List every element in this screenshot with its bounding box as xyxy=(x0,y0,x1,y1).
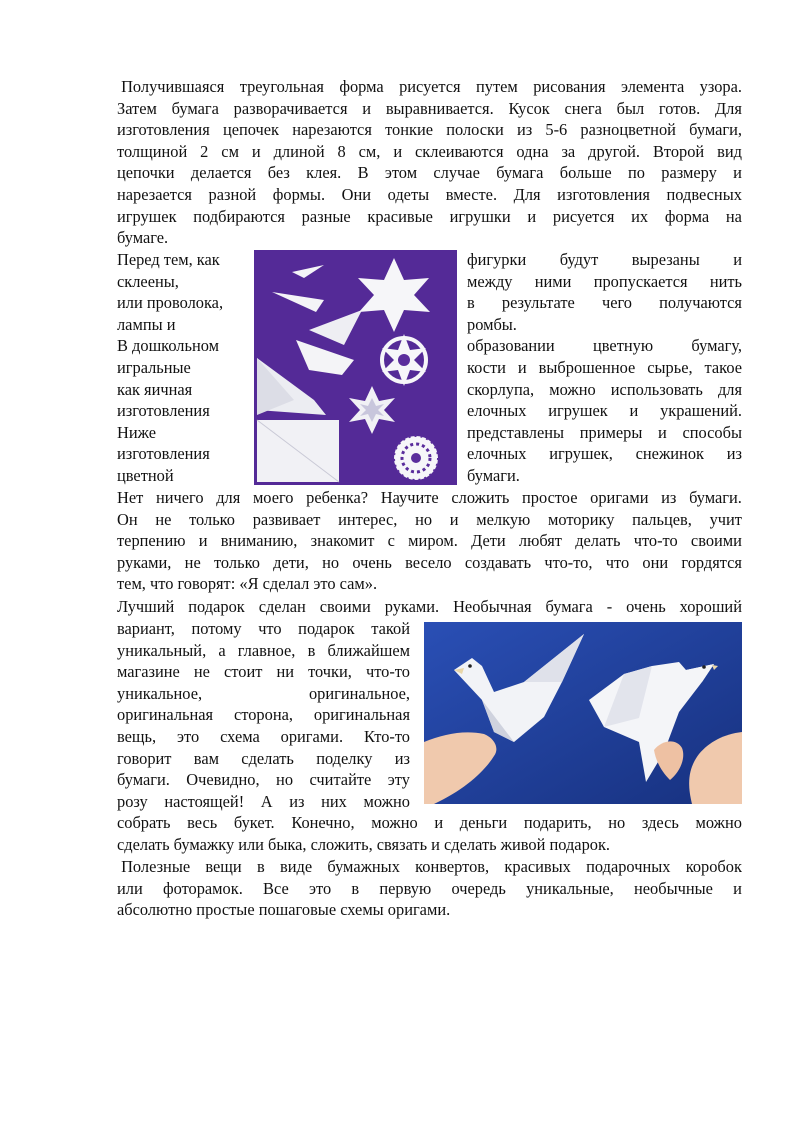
word: полоски xyxy=(446,120,504,140)
word: готов. xyxy=(658,98,701,118)
word: размеру xyxy=(661,163,717,183)
word: для xyxy=(216,488,241,507)
paper-snowflakes-illustration xyxy=(254,250,457,485)
word: схема xyxy=(220,726,260,746)
word: оригами. xyxy=(280,726,344,746)
word: выброшенное xyxy=(538,357,636,377)
word: ближайшем xyxy=(327,640,410,660)
word: цветную xyxy=(593,336,654,356)
word: ничего xyxy=(155,488,204,507)
word: ними xyxy=(534,271,572,291)
word: такой xyxy=(371,619,410,638)
word: потому xyxy=(191,619,242,638)
word: миром. xyxy=(408,531,458,551)
word: рисуется xyxy=(552,206,615,226)
text-line xyxy=(117,596,742,618)
word: подвесных xyxy=(666,184,742,204)
text-line: игральные xyxy=(117,357,191,377)
word: из xyxy=(726,444,742,464)
text-line xyxy=(467,292,742,314)
word: в xyxy=(467,293,475,313)
word: подарок xyxy=(188,597,245,616)
word: магазине xyxy=(117,662,180,682)
text-line xyxy=(467,379,742,401)
text-line xyxy=(467,400,742,422)
word: руками. xyxy=(384,597,440,616)
text-line xyxy=(117,119,742,141)
word: и xyxy=(362,98,372,118)
word: в xyxy=(256,857,265,876)
word: можно xyxy=(549,379,596,399)
word: что-то xyxy=(365,662,410,682)
word: больше xyxy=(559,163,612,183)
word: нарезается xyxy=(117,184,192,204)
word: это xyxy=(177,726,200,746)
word: что-то xyxy=(633,531,678,551)
word: разные xyxy=(301,206,351,226)
word: сделать xyxy=(241,748,294,768)
word: вещь, xyxy=(117,726,157,746)
word: представлены xyxy=(467,422,565,442)
word: своими xyxy=(690,531,742,551)
text-line xyxy=(117,683,410,705)
word: делается xyxy=(190,163,252,183)
word: и xyxy=(733,250,742,269)
word: рисования xyxy=(533,77,606,96)
word: вместе. xyxy=(445,184,498,204)
text-line: лампы и xyxy=(117,314,176,334)
word: но xyxy=(415,509,433,529)
word: А xyxy=(260,791,273,811)
word: получаются xyxy=(659,293,742,313)
word: и xyxy=(251,141,261,161)
origami-doves-photo xyxy=(424,622,742,804)
word: разворачивается xyxy=(233,98,348,118)
text-line xyxy=(117,769,410,791)
word: красивых xyxy=(504,857,571,876)
word: собрать xyxy=(117,813,171,832)
word: и xyxy=(527,206,537,226)
word: и xyxy=(393,141,403,161)
word: вид xyxy=(717,141,742,161)
word: - xyxy=(606,597,613,616)
word: розу xyxy=(117,791,148,811)
word: знакомит xyxy=(310,531,375,551)
word: выравнивается. xyxy=(385,98,494,118)
word: можно xyxy=(363,791,410,811)
text-line: ромбы. xyxy=(467,314,517,334)
word: кости xyxy=(467,357,506,377)
word: коробок xyxy=(685,857,742,876)
word: склеиваются xyxy=(415,141,504,161)
word: уникальное, xyxy=(117,683,203,703)
word: рисуется xyxy=(399,77,461,96)
word: ни xyxy=(276,662,295,682)
word: считайте xyxy=(309,770,372,790)
word: вырезаны xyxy=(631,250,700,269)
word: формы. xyxy=(272,184,326,204)
word: украшений. xyxy=(660,401,742,421)
word: мелкую xyxy=(476,509,531,529)
word: терпению xyxy=(117,531,186,551)
word: можно xyxy=(695,813,742,832)
paragraph-4 xyxy=(117,856,742,921)
paragraph-3-left-column xyxy=(117,618,410,812)
word: примеры xyxy=(579,422,643,442)
word: весело xyxy=(405,552,452,572)
word: это xyxy=(308,878,332,898)
text-line xyxy=(117,141,742,163)
word: Научите xyxy=(380,488,439,507)
word: только xyxy=(189,509,235,529)
text-line xyxy=(117,530,742,552)
word: а xyxy=(218,640,226,660)
word: на xyxy=(725,206,742,226)
word: будут xyxy=(559,250,599,269)
word: елочных xyxy=(467,401,527,421)
word: подарочных xyxy=(586,857,671,876)
paragraph-3-rest xyxy=(117,812,742,855)
word: ребенка? xyxy=(306,488,369,507)
snowflake-icon xyxy=(394,436,438,480)
word: Полезные xyxy=(117,857,191,876)
word: одна xyxy=(516,141,549,161)
word: в xyxy=(351,878,360,898)
word: снега xyxy=(564,98,602,118)
word: подарить, xyxy=(523,813,592,832)
word: их xyxy=(631,206,649,226)
text-line xyxy=(467,422,742,444)
paragraph-3-first-line xyxy=(117,596,742,618)
word: сторона, xyxy=(234,705,293,725)
word: эту xyxy=(387,770,410,790)
word: бумага xyxy=(545,597,593,616)
word: своими xyxy=(319,597,371,616)
word: снежинок xyxy=(635,444,704,464)
word: в xyxy=(307,640,316,660)
word: Конечно, xyxy=(291,813,355,832)
text-line xyxy=(117,640,410,662)
paragraph-1 xyxy=(117,76,742,249)
text-line: изготовления xyxy=(117,444,210,464)
word: точки, xyxy=(308,662,352,682)
word: они xyxy=(642,552,669,572)
word: руками, xyxy=(117,552,172,572)
word: бумажных xyxy=(327,857,400,876)
right-text-column xyxy=(467,249,742,487)
word: но xyxy=(276,770,294,790)
word: развивает xyxy=(252,509,321,529)
word: игрушек xyxy=(548,401,608,421)
word: и xyxy=(629,401,639,421)
text-line xyxy=(467,335,742,357)
word: здесь xyxy=(641,813,679,832)
word: подарок xyxy=(298,619,355,638)
word: уникальный, xyxy=(117,640,207,660)
word: Очевидно, xyxy=(186,770,260,790)
word: игрушки xyxy=(449,206,511,226)
text-line: бумаги. xyxy=(467,465,520,485)
word: нарезаются xyxy=(292,120,372,140)
word: создавать xyxy=(464,552,532,572)
word: дети, xyxy=(273,552,309,572)
text-line xyxy=(117,748,410,770)
text-line xyxy=(117,487,742,509)
word: вариант, xyxy=(117,619,175,638)
word: с xyxy=(387,531,395,551)
word: очень xyxy=(352,552,392,572)
word: и xyxy=(733,878,742,898)
text-line xyxy=(117,791,410,813)
text-line: Перед тем, как xyxy=(117,250,220,269)
text-line xyxy=(117,704,410,726)
word: вниманию, xyxy=(220,531,298,551)
word: такое xyxy=(704,357,742,377)
word: любят xyxy=(518,531,562,551)
word: только xyxy=(213,552,260,572)
text-line: изготовления xyxy=(117,401,210,421)
word: что xyxy=(258,619,282,638)
word: нить xyxy=(709,271,742,291)
word: из xyxy=(289,791,305,811)
word: Кто-то xyxy=(363,726,410,746)
word: главное, xyxy=(237,640,296,660)
text-line xyxy=(117,184,742,206)
word: был xyxy=(616,98,645,118)
text-line xyxy=(117,552,742,574)
word: разноцветной xyxy=(580,120,676,140)
word: подбираются xyxy=(193,206,285,226)
word: разной xyxy=(208,184,257,204)
text-line xyxy=(117,162,742,184)
word: пропускается xyxy=(593,271,688,291)
word: красивые xyxy=(367,206,433,226)
word: очередь xyxy=(451,878,506,898)
text-line xyxy=(467,357,742,379)
word: см xyxy=(221,141,239,161)
word: учит xyxy=(709,509,742,529)
word: конвертов, xyxy=(415,857,490,876)
word: интерес, xyxy=(338,509,398,529)
text-line: склеены, xyxy=(117,271,179,291)
text-line: сделать бумажку или быка, сложить, связать и сделать живой подарок. xyxy=(117,834,611,854)
text-line: цветной xyxy=(117,465,174,485)
word: и xyxy=(733,163,742,183)
word: для xyxy=(717,379,742,399)
word: бумагу, xyxy=(691,336,742,356)
word: 8 xyxy=(337,141,346,161)
word: не xyxy=(184,552,201,572)
word: елочных xyxy=(467,444,527,464)
word: одеты xyxy=(387,184,430,204)
word: очень xyxy=(626,597,666,616)
word: настоящей! xyxy=(164,791,245,811)
word: 2 xyxy=(200,141,209,161)
text-line xyxy=(117,98,742,120)
text-line xyxy=(117,856,742,878)
text-line xyxy=(117,878,742,900)
word: делать xyxy=(575,531,621,551)
word: за xyxy=(561,141,576,161)
word: не xyxy=(155,509,172,529)
word: оригинальная xyxy=(313,705,410,725)
word: путем xyxy=(475,77,518,96)
word: изготовления xyxy=(557,184,650,204)
word: не xyxy=(193,662,210,682)
word: использовать xyxy=(610,379,703,399)
word: без xyxy=(267,163,290,183)
word: образовании xyxy=(467,336,555,356)
word: толщиной xyxy=(117,141,188,161)
word: моторику xyxy=(548,509,615,529)
word: треугольная xyxy=(239,77,324,96)
word: Лучший xyxy=(117,597,175,616)
word: оригами xyxy=(590,488,649,507)
word: из xyxy=(516,120,533,140)
word: оригинальная xyxy=(117,705,214,725)
word: 5-6 xyxy=(545,120,568,140)
left-text-column xyxy=(117,249,245,487)
word: и xyxy=(517,357,527,377)
word: Для xyxy=(513,184,541,204)
word: узора. xyxy=(699,77,742,96)
word: бумага xyxy=(496,163,544,183)
word: и xyxy=(434,813,444,832)
word: изготовления xyxy=(117,120,210,140)
word: клея. xyxy=(306,163,342,183)
word: другой. xyxy=(588,141,641,161)
word: или xyxy=(117,878,143,898)
text-line: как яичная xyxy=(117,379,193,399)
word: деньги xyxy=(459,813,508,832)
word: Они xyxy=(341,184,372,204)
word: сделан xyxy=(258,597,306,616)
word: букет. xyxy=(233,813,275,832)
text-line xyxy=(117,661,410,683)
word: из xyxy=(661,488,677,507)
text-line xyxy=(117,812,742,834)
word: фоторамок. xyxy=(162,878,243,898)
word: см, xyxy=(358,141,381,161)
word: длиной xyxy=(273,141,325,161)
text-line xyxy=(117,726,410,748)
word: пальцев, xyxy=(632,509,692,529)
word: форма xyxy=(339,77,384,96)
word: говорит xyxy=(117,748,172,768)
origami-doves-illustration xyxy=(424,622,742,804)
word: Затем xyxy=(117,98,157,118)
word: между xyxy=(467,271,513,291)
word: моего xyxy=(252,488,294,507)
text-line xyxy=(117,509,742,531)
text-line xyxy=(467,271,742,293)
word: Дети xyxy=(471,531,506,551)
word: но xyxy=(322,552,340,572)
word: цепочек xyxy=(222,120,280,140)
word: случае xyxy=(433,163,480,183)
word: бумаги. xyxy=(689,488,742,507)
word: них xyxy=(321,791,347,811)
word: этом xyxy=(384,163,418,183)
word: Для xyxy=(714,98,742,118)
text-line: В дошкольном xyxy=(117,336,219,356)
text-line: тем, что говорят: «Я сделал это сам». xyxy=(117,574,378,594)
word: фигурки xyxy=(467,250,527,269)
word: вам xyxy=(193,748,219,768)
word: Получившаяся xyxy=(117,77,225,96)
word: скорлупа, xyxy=(467,379,535,399)
word: поделку xyxy=(316,748,373,768)
word: по xyxy=(627,163,645,183)
word: простое xyxy=(522,488,578,507)
word: чего xyxy=(601,293,632,313)
word: весь xyxy=(187,813,218,832)
word: Необычная xyxy=(453,597,532,616)
text-line: бумаге. xyxy=(117,228,169,248)
word: игрушек xyxy=(117,206,177,226)
word: сложить xyxy=(451,488,510,507)
word: гордятся xyxy=(681,552,742,572)
word: Кусок xyxy=(508,98,550,118)
word: виде xyxy=(279,857,313,876)
word: первую xyxy=(379,878,432,898)
paragraph-2 xyxy=(117,487,742,595)
text-line xyxy=(467,249,742,271)
word: но xyxy=(608,813,626,832)
word: и xyxy=(449,509,459,529)
text-line xyxy=(117,618,410,640)
word: бумага xyxy=(171,98,219,118)
text-line xyxy=(117,76,742,98)
word: бумаги, xyxy=(689,120,742,140)
word: Второй xyxy=(652,141,705,161)
word: форма xyxy=(664,206,710,226)
word: хороший xyxy=(679,597,742,616)
word: уникальные, xyxy=(526,878,614,898)
word: игрушек, xyxy=(549,444,613,464)
text-line: абсолютно простые пошаговые схемы оригами. xyxy=(117,900,451,920)
text-line xyxy=(117,206,742,228)
word: из xyxy=(394,748,410,768)
word: что-то, xyxy=(544,552,593,572)
word: В xyxy=(357,163,369,183)
text-line xyxy=(467,443,742,465)
word: вещи xyxy=(205,857,242,876)
text-line: или проволока, xyxy=(117,293,224,313)
snowflakes-photo xyxy=(254,250,457,485)
word: сырье, xyxy=(647,357,693,377)
word: Нет xyxy=(117,488,144,507)
word: что xyxy=(605,552,630,572)
word: можно xyxy=(371,813,418,832)
word: и xyxy=(658,422,667,442)
word: Все xyxy=(263,878,289,898)
word: результате xyxy=(501,293,575,313)
word: элемента xyxy=(620,77,685,96)
word: бумаги. xyxy=(117,770,170,790)
word: и xyxy=(198,531,208,551)
word: необычные xyxy=(634,878,713,898)
word: Он xyxy=(117,509,138,529)
word: оригинальное, xyxy=(308,683,410,703)
word: способы xyxy=(682,422,742,442)
word: тонкие xyxy=(385,120,434,140)
text-line: Ниже xyxy=(117,422,156,442)
word: стоит xyxy=(224,662,263,682)
word: цепочки xyxy=(117,163,175,183)
